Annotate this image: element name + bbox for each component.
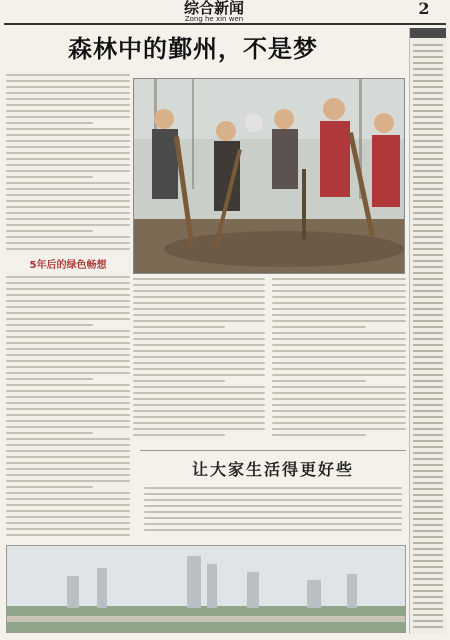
text-line-placeholder: [6, 300, 130, 302]
sidebar: [409, 28, 446, 634]
sidebar-line-placeholder: [413, 200, 443, 202]
sidebar-line-placeholder: [413, 470, 443, 472]
sidebar-line-placeholder: [413, 80, 443, 82]
sidebar-line-placeholder: [413, 68, 443, 70]
text-line-placeholder: [133, 362, 265, 364]
text-line-placeholder: [6, 372, 130, 374]
text-line-placeholder: [133, 416, 265, 418]
text-line-placeholder: [272, 284, 406, 286]
city-skyline-photo: [6, 545, 406, 633]
text-line-placeholder: [6, 146, 130, 148]
sidebar-line-placeholder: [413, 74, 443, 76]
article-body-left-top: [6, 74, 130, 256]
sidebar-line-placeholder: [413, 410, 443, 412]
text-line-placeholder: [133, 350, 265, 352]
text-line-placeholder: [133, 290, 265, 292]
sidebar-line-placeholder: [413, 458, 443, 460]
text-line-placeholder: [6, 104, 130, 106]
sidebar-line-placeholder: [413, 206, 443, 208]
sidebar-line-placeholder: [413, 242, 443, 244]
sidebar-line-placeholder: [413, 590, 443, 592]
text-line-placeholder: [133, 380, 225, 382]
text-line-placeholder: [6, 194, 130, 196]
masthead: [0, 0, 450, 22]
text-line-placeholder: [133, 284, 265, 286]
sidebar-line-placeholder: [413, 92, 443, 94]
sidebar-line-placeholder: [413, 554, 443, 556]
sidebar-line-placeholder: [413, 236, 443, 238]
text-line-placeholder: [272, 362, 406, 364]
sidebar-line-placeholder: [413, 566, 443, 568]
sidebar-line-placeholder: [413, 212, 443, 214]
text-line-placeholder: [133, 368, 265, 370]
text-line-placeholder: [6, 354, 130, 356]
sidebar-line-placeholder: [413, 392, 443, 394]
sidebar-line-placeholder: [413, 182, 443, 184]
text-line-placeholder: [6, 212, 130, 214]
sidebar-line-placeholder: [413, 278, 443, 280]
text-line-placeholder: [6, 438, 130, 440]
text-line-placeholder: [144, 493, 402, 495]
text-line-placeholder: [6, 242, 130, 244]
sidebar-line-placeholder: [413, 56, 443, 58]
ad-slogan: 让大家生活得更好些: [191, 460, 354, 479]
text-line-placeholder: [6, 134, 130, 136]
sidebar-line-placeholder: [413, 230, 443, 232]
text-line-placeholder: [6, 218, 130, 220]
text-line-placeholder: [6, 170, 130, 172]
tree-planting-photo: [133, 78, 405, 274]
text-line-placeholder: [144, 529, 402, 531]
sidebar-line-placeholder: [413, 374, 443, 376]
text-line-placeholder: [133, 386, 265, 388]
text-line-placeholder: [6, 312, 130, 314]
text-line-placeholder: [133, 344, 265, 346]
text-line-placeholder: [133, 296, 265, 298]
sidebar-line-placeholder: [413, 50, 443, 52]
sidebar-line-placeholder: [413, 170, 443, 172]
sidebar-line-placeholder: [413, 512, 443, 514]
text-line-placeholder: [272, 314, 406, 316]
text-line-placeholder: [6, 468, 130, 470]
text-line-placeholder: [272, 278, 406, 280]
text-line-placeholder: [6, 402, 130, 404]
text-line-placeholder: [6, 224, 130, 226]
text-line-placeholder: [6, 288, 130, 290]
article-subhead: 5年后的绿色畅想: [29, 260, 107, 271]
text-line-placeholder: [6, 390, 130, 392]
sidebar-line-placeholder: [413, 260, 443, 262]
sidebar-line-placeholder: [413, 266, 443, 268]
text-line-placeholder: [272, 392, 406, 394]
sidebar-line-placeholder: [413, 398, 443, 400]
sidebar-line-placeholder: [413, 560, 443, 562]
page-number: 2: [418, 0, 430, 18]
text-line-placeholder: [144, 505, 402, 507]
ad-body: [144, 487, 402, 537]
text-line-placeholder: [133, 392, 265, 394]
sidebar-header: [410, 28, 446, 38]
text-line-placeholder: [6, 200, 130, 202]
sidebar-line-placeholder: [413, 128, 443, 130]
sidebar-line-placeholder: [413, 248, 443, 250]
text-line-placeholder: [133, 302, 265, 304]
text-line-placeholder: [272, 326, 366, 328]
sidebar-line-placeholder: [413, 224, 443, 226]
text-line-placeholder: [144, 517, 402, 519]
sidebar-line-placeholder: [413, 296, 443, 298]
text-line-placeholder: [6, 408, 130, 410]
text-line-placeholder: [133, 314, 265, 316]
text-line-placeholder: [6, 158, 130, 160]
text-line-placeholder: [272, 308, 406, 310]
text-line-placeholder: [6, 306, 130, 308]
text-line-placeholder: [6, 396, 130, 398]
sidebar-line-placeholder: [413, 584, 443, 586]
sidebar-line-placeholder: [413, 44, 443, 46]
text-line-placeholder: [272, 386, 406, 388]
sidebar-line-placeholder: [413, 104, 443, 106]
header-divider: [4, 23, 446, 25]
text-line-placeholder: [6, 522, 130, 524]
text-line-placeholder: [6, 152, 130, 154]
text-line-placeholder: [6, 474, 130, 476]
text-line-placeholder: [6, 462, 130, 464]
sidebar-line-placeholder: [413, 506, 443, 508]
text-line-placeholder: [6, 384, 130, 386]
text-line-placeholder: [6, 456, 130, 458]
sidebar-line-placeholder: [413, 386, 443, 388]
text-line-placeholder: [6, 140, 130, 142]
sidebar-line-placeholder: [413, 440, 443, 442]
text-line-placeholder: [272, 344, 406, 346]
sidebar-line-placeholder: [413, 188, 443, 190]
sidebar-line-placeholder: [413, 116, 443, 118]
text-line-placeholder: [6, 128, 130, 130]
text-line-placeholder: [6, 450, 130, 452]
text-line-placeholder: [6, 480, 130, 482]
text-line-placeholder: [6, 348, 130, 350]
text-line-placeholder: [272, 374, 406, 376]
sidebar-line-placeholder: [413, 608, 443, 610]
sidebar-line-placeholder: [413, 218, 443, 220]
text-line-placeholder: [272, 422, 406, 424]
sidebar-line-placeholder: [413, 620, 443, 622]
section-title: 综合新闻: [183, 0, 244, 17]
sidebar-line-placeholder: [413, 158, 443, 160]
sidebar-line-placeholder: [413, 602, 443, 604]
sidebar-line-placeholder: [413, 380, 443, 382]
sidebar-line-placeholder: [413, 404, 443, 406]
text-line-placeholder: [133, 422, 265, 424]
text-line-placeholder: [272, 368, 406, 370]
sidebar-line-placeholder: [413, 428, 443, 430]
text-line-placeholder: [144, 511, 402, 513]
text-line-placeholder: [144, 523, 402, 525]
text-line-placeholder: [133, 308, 265, 310]
text-line-placeholder: [6, 366, 130, 368]
text-line-placeholder: [6, 318, 130, 320]
sidebar-line-placeholder: [413, 338, 443, 340]
sidebar-line-placeholder: [413, 596, 443, 598]
sidebar-line-placeholder: [413, 62, 443, 64]
text-line-placeholder: [6, 504, 130, 506]
text-line-placeholder: [272, 338, 406, 340]
sidebar-line-placeholder: [413, 536, 443, 538]
text-line-placeholder: [6, 236, 130, 238]
text-line-placeholder: [6, 80, 130, 82]
sidebar-line-placeholder: [413, 326, 443, 328]
text-line-placeholder: [272, 416, 406, 418]
sidebar-line-placeholder: [413, 548, 443, 550]
text-line-placeholder: [6, 176, 93, 178]
article-body-left-bottom: [6, 276, 130, 540]
sidebar-line-placeholder: [413, 494, 443, 496]
text-line-placeholder: [272, 332, 406, 334]
text-line-placeholder: [272, 428, 406, 430]
sidebar-line-placeholder: [413, 422, 443, 424]
sidebar-line-placeholder: [413, 176, 443, 178]
text-line-placeholder: [6, 164, 130, 166]
main-headline: 森林中的鄞州，不是梦: [68, 35, 318, 63]
text-line-placeholder: [272, 380, 366, 382]
text-line-placeholder: [6, 248, 130, 250]
sidebar-line-placeholder: [413, 542, 443, 544]
sidebar-line-placeholder: [413, 308, 443, 310]
text-line-placeholder: [6, 324, 93, 326]
text-line-placeholder: [6, 116, 130, 118]
text-line-placeholder: [272, 398, 406, 400]
article-body-right: [272, 278, 406, 444]
text-line-placeholder: [6, 486, 93, 488]
text-line-placeholder: [6, 534, 130, 536]
sidebar-line-placeholder: [413, 524, 443, 526]
sidebar-line-placeholder: [413, 362, 443, 364]
text-line-placeholder: [6, 74, 130, 76]
text-line-placeholder: [6, 432, 93, 434]
text-line-placeholder: [133, 404, 265, 406]
sidebar-line-placeholder: [413, 110, 443, 112]
text-line-placeholder: [133, 434, 225, 436]
text-line-placeholder: [6, 528, 130, 530]
text-line-placeholder: [133, 338, 265, 340]
sidebar-line-placeholder: [413, 578, 443, 580]
sidebar-line-placeholder: [413, 572, 443, 574]
text-line-placeholder: [6, 276, 130, 278]
sidebar-line-placeholder: [413, 86, 443, 88]
sidebar-line-placeholder: [413, 434, 443, 436]
text-line-placeholder: [6, 282, 130, 284]
sidebar-line-placeholder: [413, 350, 443, 352]
article-body-middle: [133, 278, 265, 444]
sidebar-line-placeholder: [413, 476, 443, 478]
text-line-placeholder: [272, 404, 406, 406]
sidebar-line-placeholder: [413, 626, 443, 628]
sidebar-line-placeholder: [413, 488, 443, 490]
text-line-placeholder: [6, 230, 93, 232]
sidebar-line-placeholder: [413, 344, 443, 346]
text-line-placeholder: [6, 86, 130, 88]
sidebar-line-placeholder: [413, 314, 443, 316]
text-line-placeholder: [272, 356, 406, 358]
text-line-placeholder: [6, 330, 130, 332]
text-line-placeholder: [6, 122, 93, 124]
text-line-placeholder: [6, 188, 130, 190]
text-line-placeholder: [6, 414, 130, 416]
sidebar-line-placeholder: [413, 140, 443, 142]
text-line-placeholder: [6, 182, 130, 184]
text-line-placeholder: [133, 356, 265, 358]
text-line-placeholder: [6, 378, 93, 380]
text-line-placeholder: [6, 294, 130, 296]
text-line-placeholder: [144, 499, 402, 501]
sidebar-line-placeholder: [413, 500, 443, 502]
text-line-placeholder: [133, 410, 265, 412]
text-line-placeholder: [6, 98, 130, 100]
text-line-placeholder: [272, 410, 406, 412]
text-line-placeholder: [133, 278, 265, 280]
sidebar-line-placeholder: [413, 446, 443, 448]
sidebar-line-placeholder: [413, 530, 443, 532]
sidebar-line-placeholder: [413, 134, 443, 136]
text-line-placeholder: [6, 426, 130, 428]
text-line-placeholder: [133, 320, 265, 322]
text-line-placeholder: [6, 498, 130, 500]
sidebar-line-placeholder: [413, 356, 443, 358]
sidebar-line-placeholder: [413, 464, 443, 466]
text-line-placeholder: [6, 342, 130, 344]
text-line-placeholder: [133, 428, 265, 430]
text-line-placeholder: [6, 516, 130, 518]
sidebar-line-placeholder: [413, 164, 443, 166]
sidebar-line-placeholder: [413, 332, 443, 334]
sidebar-line-placeholder: [413, 482, 443, 484]
text-line-placeholder: [6, 206, 130, 208]
text-line-placeholder: [6, 336, 130, 338]
text-line-placeholder: [272, 434, 366, 436]
text-line-placeholder: [6, 92, 130, 94]
text-line-placeholder: [6, 444, 130, 446]
sidebar-line-placeholder: [413, 98, 443, 100]
text-line-placeholder: [6, 420, 130, 422]
text-line-placeholder: [6, 360, 130, 362]
sidebar-line-placeholder: [413, 290, 443, 292]
text-line-placeholder: [6, 492, 130, 494]
newspaper-logo: [6, 2, 78, 18]
text-line-placeholder: [272, 350, 406, 352]
text-line-placeholder: [133, 374, 265, 376]
issue-info: [284, 3, 394, 19]
sidebar-line-placeholder: [413, 272, 443, 274]
sidebar-line-placeholder: [413, 614, 443, 616]
text-line-placeholder: [6, 510, 130, 512]
section-pinyin: Zong he xin wen: [184, 15, 244, 23]
text-line-placeholder: [133, 398, 265, 400]
sidebar-line-placeholder: [413, 122, 443, 124]
text-line-placeholder: [144, 487, 402, 489]
sidebar-line-placeholder: [413, 368, 443, 370]
text-line-placeholder: [272, 302, 406, 304]
sidebar-line-placeholder: [413, 518, 443, 520]
sidebar-line-placeholder: [413, 416, 443, 418]
sidebar-line-placeholder: [413, 284, 443, 286]
sidebar-line-placeholder: [413, 254, 443, 256]
sidebar-line-placeholder: [413, 146, 443, 148]
sidebar-line-placeholder: [413, 194, 443, 196]
text-line-placeholder: [133, 332, 265, 334]
text-line-placeholder: [272, 320, 406, 322]
sidebar-line-placeholder: [413, 452, 443, 454]
slogan-ad: [140, 450, 406, 540]
text-line-placeholder: [6, 110, 130, 112]
sidebar-line-placeholder: [413, 302, 443, 304]
sidebar-line-placeholder: [413, 152, 443, 154]
text-line-placeholder: [133, 326, 225, 328]
text-line-placeholder: [272, 296, 406, 298]
text-line-placeholder: [272, 290, 406, 292]
sidebar-line-placeholder: [413, 320, 443, 322]
